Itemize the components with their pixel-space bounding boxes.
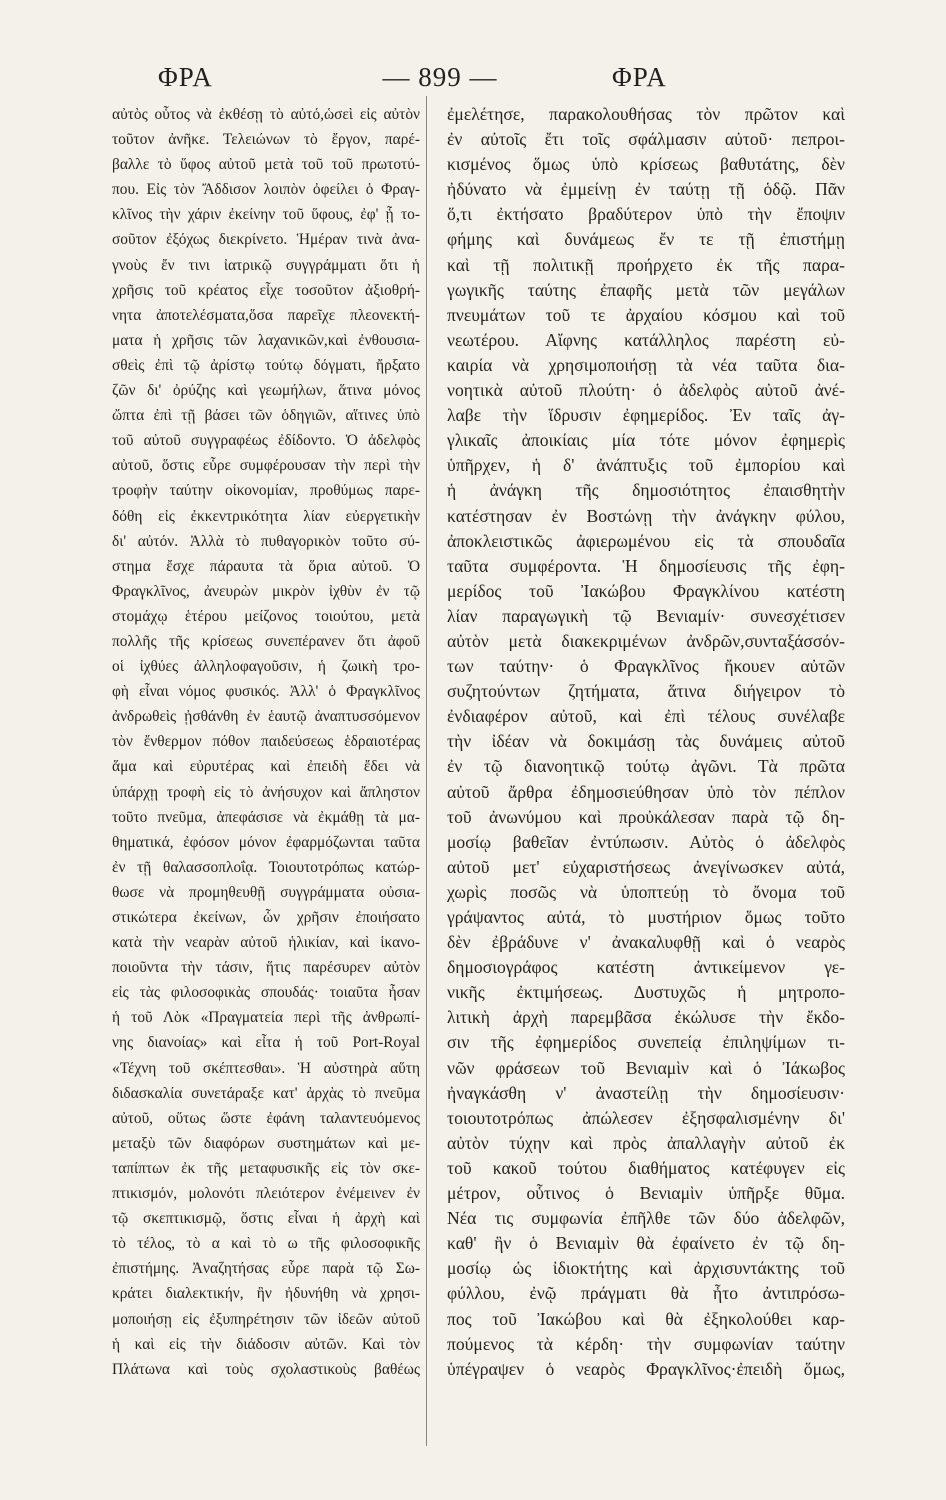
text-line: ἐνδιαφέρον αὐτοῦ, καὶ ἐπὶ τέλους συνέλαβε xyxy=(447,706,845,727)
text-line: νητα ἀποτελέσματα,ὅσα παρεῖχε πλεονεκτή- xyxy=(112,306,420,324)
text-line: νῶν φράσεων τοῦ Βενιαμὶν καὶ ὁ Ἰάκωβος xyxy=(447,1057,845,1078)
text-line: νοητικὰ αὐτοῦ πλούτη· ὁ ἀδελφὸς αὐτοῦ ἀνέ- xyxy=(447,380,845,401)
text-line: τοιουτοτρόπως ἀπώλεσεν ἐξησφαλισμένην δι' xyxy=(447,1107,845,1128)
text-line: σθεὶς ἐπὶ τῷ ἀρίστῳ τούτῳ δόγματι, ἤρξατο xyxy=(112,356,420,374)
text-line: λιτικὴ ἀρχὴ παρεμβᾶσα ἐκώλυσε τὴν ἔκδο- xyxy=(447,1007,845,1028)
text-line: διδασκαλία συνετάραξε κατ' ἀρχὰς τὸ πνεῦμα xyxy=(112,1084,420,1102)
text-line: ζῶν δι' ὀρύζης καὶ γεωμήλων, ἅτινα μόνος xyxy=(112,382,420,400)
text-line: ἐν τῇ θαλασσοπλοΐᾳ. Τοιουτοτρόπως κατώρ- xyxy=(112,858,420,876)
text-line: ποιοῦντα τὴν τάσιν, ἥτις παρέσυρεν αὐτὸν xyxy=(112,959,420,977)
text-line: φήμης καὶ δυνάμεως ἔν τε τῇ ἐπιστήμῃ xyxy=(447,229,845,250)
text-line: Φραγκλῖνος, ἀνευρὼν μικρὸν ἰχθὺν ἐν τῷ xyxy=(112,582,420,600)
text-line: ταπίπτων ἐκ τῆς μεταφυσικῆς εἰς τὸν σκε- xyxy=(112,1159,420,1177)
text-line: στικώτερα ἐκείνων, ὧν χρῆσιν ἐποιήσατο xyxy=(112,909,420,926)
text-line: τοῦτον ἀνῆκε. Τελειώνων τὸ ἔργον, παρέ- xyxy=(112,131,420,149)
text-line: συζητούντων ζητήματα, ἅτινα διήγειρον τὸ xyxy=(447,681,845,702)
text-line: καὶ τῇ πολιτικῇ προήρχετο ἐκ τῆς παρα- xyxy=(447,254,845,275)
column-divider xyxy=(426,96,427,1446)
text-line: ἐπιστήμης. Ἀναζητήσας εὗρε παρὰ τῷ Σω- xyxy=(112,1260,420,1278)
text-line: αὐτοῦ, οὕτως ὥστε ἐφάνη ταλαντευόμενος xyxy=(112,1109,420,1127)
text-line: τῷ σκεπτικισμῷ, ὅστις εἶναι ἡ ἀρχὴ καὶ xyxy=(112,1210,420,1228)
text-line: στημα ἔσχε πάραυτα τὰ ὅρια αὐτοῦ. Ὁ xyxy=(112,557,420,575)
text-line: καιρία νὰ χρησιμοποιήσῃ τὰ νέα ταῦτα δια- xyxy=(447,354,845,375)
left-text-column xyxy=(112,102,420,1442)
text-line: ὑπῆρχεν, ἡ δ' ἀνάπτυξις τοῦ ἐμπορίου καὶ xyxy=(447,455,845,476)
text-line: καθ' ἣν ὁ Βενιαμὶν θὰ ἐφαίνετο ἐν τῷ δη- xyxy=(447,1233,845,1254)
text-line: Πλάτωνα καὶ τοὺς σχολαστικοὺς βαθέως xyxy=(112,1360,420,1378)
header-left-keyword: ΦΡΑ xyxy=(158,62,213,92)
text-line: λίαν παραγωγικὴ τῷ Βενιαμίν· συνεσχέτισεν xyxy=(447,605,845,626)
text-line: δόθη εἰς ἐκκεντρικότητα λίαν εὐεργετικὴν xyxy=(112,507,420,525)
text-line: τὴν ἰδέαν νὰ δοκιμάσῃ τὰς δυνάμεις αὐτοῦ xyxy=(447,731,845,752)
text-line: που. Εἰς τὸν Ἄδδισον λοιπὸν ὀφείλει ὁ Φραγ- xyxy=(112,181,420,199)
text-line: τοῦ αὐτοῦ συγγραφέως ἐδίδοντο. Ὁ ἀδελφὸς xyxy=(112,432,420,450)
text-line: μεταξὺ τῶν διαφόρων συστημάτων καὶ με- xyxy=(112,1134,420,1152)
text-line: ἡ καὶ εἰς τὴν διάδοσιν αὐτῶν. Καὶ τὸν xyxy=(112,1335,420,1353)
text-line: γωγικῆς ταύτης ἐπαφῆς μετὰ τῶν μεγάλων xyxy=(447,279,845,300)
text-line: φὴ εἶναι νόμος φυσικός. Ἀλλ' ὁ Φραγκλῖνος xyxy=(112,683,420,701)
text-line: χρῆσις τοῦ κρέατος εἶχε τοσοῦτον ἀξιοθρή- xyxy=(112,281,420,299)
header-right-keyword: ΦΡΑ xyxy=(612,62,667,92)
text-line: μέτρον, οὗτινος ὁ Βενιαμὶν ὑπῆρξε θῦμα. xyxy=(447,1183,845,1204)
text-line: νεωτέρου. Αἴφνης κατάλληλος παρέστη εὐ- xyxy=(447,329,845,350)
text-line: τὸ τέλος, τὸ α καὶ τὸ ω τῆς φιλοσοφικῆς xyxy=(112,1235,420,1253)
text-line: ὑπέγραψεν ὁ νεαρὸς Φραγκλῖνος·ἐπειδὴ ὅμως, xyxy=(447,1358,845,1379)
text-line: Νέα τις συμφωνία ἐπῆλθε τῶν δύο ἀδελφῶν, xyxy=(447,1208,845,1229)
text-line: νικῆς ἐκτιμήσεως. Δυστυχῶς ἡ μητροπο- xyxy=(447,982,845,1003)
text-line: τὸν ἔνθερμον πόθον παιδεύσεως ἑδραιοτέρας xyxy=(112,733,420,751)
text-line: ἠδύνατο νὰ ἐμμείνῃ ἐν ταύτῃ τῇ ὁδῷ. Πᾶν xyxy=(447,179,845,200)
text-line: ἐν τῷ διανοητικῷ τούτῳ ἀγῶνι. Τὰ πρῶτα xyxy=(447,756,845,777)
text-line: ἠναγκάσθη ν' ἀναστείλῃ τὴν δημοσίευσιν· xyxy=(447,1082,845,1103)
text-line: χωρὶς ποσῶς νὰ ὑποπτεύῃ τὸ ὄνομα τοῦ xyxy=(447,881,845,902)
text-line: ὅ,τι ἐκτήσατο βραδύτερον ὑπὸ τὴν ἔποψιν xyxy=(447,204,845,225)
text-line: των ταύτην· ὁ Φραγκλῖνος ἤκουεν αὐτῶν xyxy=(447,656,845,677)
text-line: ἀνδρωθεὶς ᾐσθάνθη ἐν ἑαυτῷ ἀναπτυσσόμενον xyxy=(112,708,420,726)
text-line: πνευμάτων τοῦ τε ἀρχαίου κόσμου καὶ τοῦ xyxy=(447,304,845,325)
text-line: ἅμα καὶ εὐρυτέρας καὶ ἐπειδὴ ἔδει νὰ xyxy=(112,758,420,776)
text-line: φύλλου, ἐνῷ πράγματι θὰ ἦτο ἀντιπρόσω- xyxy=(447,1283,845,1304)
running-header xyxy=(0,52,946,100)
text-line: ὤπτα ἐπὶ τῇ βάσει τῶν ὁδηγιῶν, αἵτινες ὑπὸ xyxy=(112,407,420,425)
page-number: — 899 — xyxy=(382,62,498,92)
text-line: αὐτοῦ μετ' εὐχαριστήσεως ἀνεγίνωσκεν αὐτά, xyxy=(447,856,845,877)
text-line: θωσε νὰ προμηθευθῇ συγγράμματα οὐσια- xyxy=(112,883,420,901)
text-line: αὐτοῦ ἄρθρα ἐδημοσιεύθησαν ὑπὸ τὸν πέπλον xyxy=(447,781,845,802)
text-line: μοσίῳ ὡς ἰδιοκτήτης καὶ ἀρχισυντάκτης τοῦ xyxy=(447,1258,845,1279)
text-line: γλικαῖς ἀποικίαις μία τότε μόνον ἐφημερὶς xyxy=(447,430,845,451)
text-line: αὐτοῦ, ὅστις εὗρε συμφέρουσαν τὴν περὶ τὴν xyxy=(112,457,420,475)
text-line: ματα ἡ χρῆσις τῶν λαχανικῶν,καὶ ἐνθουσια- xyxy=(112,331,420,349)
text-line: ταῦτα συμφέροντα. Ἡ δημοσίευσις τῆς ἐφη- xyxy=(447,555,845,576)
text-line: εἰς τὰς φιλοσοφικὰς σπουδάς· τοιαῦτα ἦσαν xyxy=(112,984,420,1002)
text-line: ἐμελέτησε, παρακολουθήσας τὸν πρῶτον καὶ xyxy=(447,104,845,124)
text-line: πος τοῦ Ἰακώβου καὶ θὰ ἐξηκολούθει καρ- xyxy=(447,1308,845,1329)
text-line: αὐτὸν μετὰ διακεκριμένων ἀνδρῶν,συνταξάσσόν- xyxy=(447,630,845,651)
text-line: σοῦτον ἐξόχως διεκρίνετο. Ἡμέραν τινὰ ἀνα- xyxy=(112,231,420,249)
text-line: δὲν ἐβράδυνε ν' ἀνακαλυφθῇ καὶ ὁ νεαρὸς xyxy=(447,932,845,953)
text-line: δι' αὐτόν. Ἀλλὰ τὸ πυθαγορικὸν τοῦτο σύ- xyxy=(112,532,420,550)
text-line: ὑπάρχῃ τροφὴ εἰς τὸ ἀνήσυχον καὶ ἄπληστον xyxy=(112,783,420,801)
text-line: σιν τῆς ἐφημερίδος συνεπείᾳ ἐπιληψίμων τι- xyxy=(447,1032,845,1053)
text-line: θηματικά, ἐφόσον μόνον ἐφαρμόζωνται ταῦτα xyxy=(112,833,420,851)
text-line: κλῖνος τὴν χάριν ἐκείνην τοῦ ὕφους, ἐφ' ᾗ το- xyxy=(112,206,420,224)
text-line: τοῦτο πνεῦμα, ἀπεφάσισε νὰ ἐκμάθῃ τὰ μα- xyxy=(112,808,420,826)
right-text-column xyxy=(447,102,845,1442)
text-line: δημοσιογράφος κατέστη ἀντικείμενον γε- xyxy=(447,957,845,978)
text-line: μερίδος τοῦ Ἰακώβου Φραγκλίνου κατέστη xyxy=(447,580,845,601)
text-line: ἀποκλειστικῶς ἀφιερωμένου εἰς τὰ σπουδαῖα xyxy=(447,530,845,551)
text-line: ἡ ἀνάγκη τῆς δημοσιότητος ἐπαισθητὴν xyxy=(447,480,845,501)
text-line: πούμενος τὰ κέρδη· τὴν συμφωνίαν ταύτην xyxy=(447,1333,845,1354)
text-line: οἱ ἰχθύες ἀλληλοφαγοῦσιν, ἡ ζωικὴ τρο- xyxy=(112,658,420,676)
text-line: τοῦ ἀνωνύμου καὶ προὐκάλεσαν παρὰ τῷ δη- xyxy=(447,806,845,827)
text-line: γνοὺς ἔν τινι ἰατρικῷ συγγράμματι ὅτι ἡ xyxy=(112,256,420,274)
text-line: ἡ τοῦ Λὸκ «Πραγματεία περὶ τῆς ἀνθρωπί- xyxy=(112,1009,420,1027)
text-line: κατέστησαν ἐν Βοστώνῃ τὴν ἀνάγκην φύλου, xyxy=(447,505,845,526)
text-line: αὐτὸς οὗτος νὰ ἐκθέσῃ τὸ αὐτό,ὡσεὶ εἰς αὐτὸν xyxy=(112,106,420,123)
text-line: μοσίῳ βαθεῖαν ἐντύπωσιν. Αὐτὸς ὁ ἀδελφὸς xyxy=(447,831,845,852)
text-line: μοποιήσῃ εἰς ἐξυπηρέτησιν τῶν ἰδεῶν αὐτοῦ xyxy=(112,1310,420,1328)
text-line: βαλλε τὸ ὕφος αὐτοῦ μετὰ τοῦ τοῦ πρωτοτύ- xyxy=(112,156,420,174)
text-line: ἐν αὐτοῖς ἔτι τοῖς σφάλμασιν αὐτοῦ· πεπροι- xyxy=(447,129,845,150)
text-line: τροφὴν ταύτην οἰκονομίαν, προθύμως παρε- xyxy=(112,482,420,500)
text-line: «Τέχνη τοῦ σκέπτεσθαι». Ἡ αὐστηρὰ αὕτη xyxy=(112,1059,420,1077)
text-line: πτικισμόν, μολονότι πλειότερον ἐνέμεινεν ἐν xyxy=(112,1185,420,1203)
text-line: κατὰ τὴν νεαρὰν αὐτοῦ ἡλικίαν, καὶ ἱκανο- xyxy=(112,934,420,952)
text-line: τοῦ κακοῦ τούτου διαθήματος κατέφυγεν εἰς xyxy=(447,1157,845,1178)
text-line: γράψαντος αὐτά, τὸ μυστήριον ὅμως τοῦτο xyxy=(447,907,845,927)
text-line: στομάχῳ ἑτέρου μείζονος τοιούτου, μετὰ xyxy=(112,607,420,625)
text-line: αὐτὸν τύχην καὶ πρὸς ἀπαλλαγὴν αὐτοῦ ἐκ xyxy=(447,1132,845,1153)
text-line: λαβε τὴν ἵδρυσιν ἐφημερίδος. Ἐν ταῖς ἀγ- xyxy=(447,405,845,426)
text-line: νης διανοίας» καὶ εἶτα ἡ τοῦ Port-Royal xyxy=(112,1034,420,1052)
text-line: κράτει διαλεκτικήν, ἣν ἠδυνήθη νὰ χρησι- xyxy=(112,1285,420,1303)
text-line: πολλῆς τῆς κρίσεως συνεπέρανεν ὅτι ἀφοῦ xyxy=(112,632,420,650)
text-line: κισμένος ὅμως ὑπὸ κρίσεως βαθυτάτης, δὲν xyxy=(447,154,845,175)
